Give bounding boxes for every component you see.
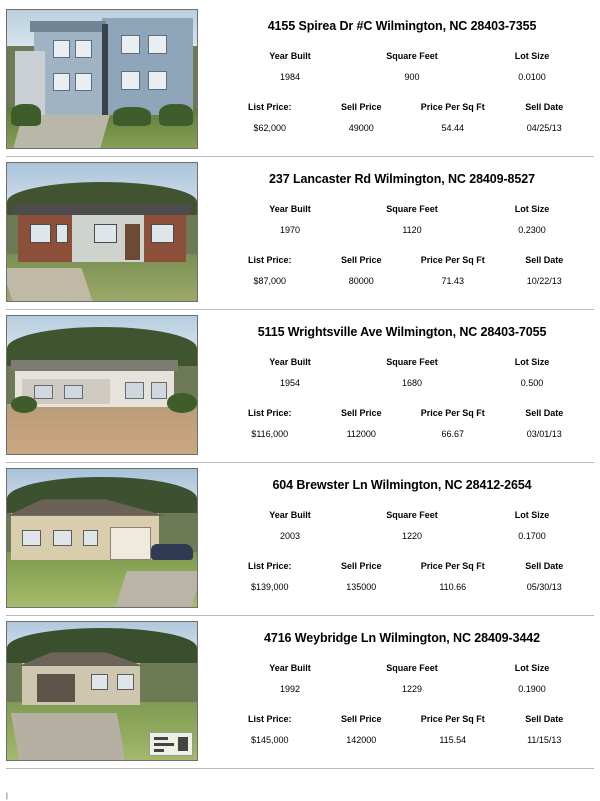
sell-date-label: Sell Date [525, 102, 564, 112]
listing-row [6, 4, 594, 157]
listing-details [198, 621, 594, 745]
stats-row-price [214, 714, 590, 745]
lot-size-label: Lot Size [514, 663, 550, 673]
lot-size-value: 0.2300 [518, 225, 546, 235]
lot-size-cell [470, 51, 590, 82]
year-built-cell [214, 663, 348, 694]
square-feet-value: 1220 [401, 531, 423, 541]
sell-price-label: Sell Price [340, 255, 382, 265]
listing-details [198, 162, 594, 286]
property-photo-brick-ranch [6, 162, 198, 302]
year-built-cell [214, 51, 348, 82]
property-address: 237 Lancaster Rd Wilmington, NC 28409-8527 [269, 172, 535, 186]
property-photo-white-ranch [6, 315, 198, 455]
sell-date-cell [499, 102, 591, 133]
lot-size-label: Lot Size [514, 51, 550, 61]
stats-row-primary [214, 51, 590, 82]
list-price-label: List Price: [247, 102, 292, 112]
sell-price-label: Sell Price [340, 714, 382, 724]
sell-date-cell [499, 714, 591, 745]
lot-size-cell [470, 663, 590, 694]
price-per-sqft-label: Price Per Sq Ft [420, 408, 485, 418]
year-built-label: Year Built [269, 510, 311, 520]
sell-date-value: 05/30/13 [526, 582, 562, 592]
lot-size-cell [470, 204, 590, 235]
sell-date-label: Sell Date [525, 408, 564, 418]
price-per-sqft-value: 110.66 [439, 582, 467, 592]
stats-row-primary [214, 663, 590, 694]
stats-row-primary [214, 510, 590, 541]
square-feet-value: 1229 [401, 684, 423, 694]
sell-date-label: Sell Date [525, 561, 564, 571]
price-per-sqft-cell [407, 561, 499, 592]
list-price-cell [214, 408, 316, 439]
year-built-value: 2003 [279, 531, 301, 541]
sell-price-cell [316, 102, 408, 133]
year-built-label: Year Built [269, 204, 311, 214]
square-feet-label: Square Feet [386, 357, 438, 367]
square-feet-label: Square Feet [386, 663, 438, 673]
sell-price-value: 142000 [346, 735, 377, 745]
property-address: 4716 Weybridge Ln Wilmington, NC 28409-3442 [264, 631, 540, 645]
listing-details [198, 9, 594, 133]
sell-price-label: Sell Price [340, 561, 382, 571]
sell-date-value: 10/22/13 [526, 276, 562, 286]
list-price-cell [214, 255, 316, 286]
list-price-value: $116,000 [251, 429, 289, 439]
sell-date-label: Sell Date [525, 255, 564, 265]
price-per-sqft-cell [407, 255, 499, 286]
photo-watermark [149, 732, 193, 756]
price-per-sqft-value: 71.43 [441, 276, 465, 286]
lot-size-label: Lot Size [514, 510, 550, 520]
square-feet-value: 1120 [402, 225, 422, 235]
sell-price-label: Sell Price [340, 408, 382, 418]
price-per-sqft-value: 54.44 [441, 123, 465, 133]
stats-row-primary [214, 357, 590, 388]
price-per-sqft-label: Price Per Sq Ft [420, 102, 485, 112]
square-feet-label: Square Feet [386, 510, 438, 520]
price-per-sqft-label: Price Per Sq Ft [420, 714, 485, 724]
price-per-sqft-cell [407, 714, 499, 745]
price-per-sqft-cell [407, 408, 499, 439]
square-feet-value: 1680 [401, 378, 423, 388]
property-photo-house-driveway [6, 621, 198, 761]
page-footer-mark: | [6, 793, 8, 800]
year-built-cell [214, 510, 348, 541]
year-built-label: Year Built [269, 663, 311, 673]
lot-size-cell [470, 510, 590, 541]
sell-price-value: 135000 [346, 582, 377, 592]
list-price-cell [214, 561, 316, 592]
year-built-value: 1970 [279, 225, 301, 235]
lot-size-label: Lot Size [514, 357, 550, 367]
listing-row [6, 463, 594, 616]
price-per-sqft-value: 115.54 [439, 735, 467, 745]
sell-price-value: 112000 [346, 429, 376, 439]
list-price-label: List Price: [247, 255, 292, 265]
lot-size-label: Lot Size [514, 204, 550, 214]
square-feet-value: 900 [404, 72, 420, 82]
year-built-label: Year Built [269, 357, 311, 367]
sell-price-label: Sell Price [340, 102, 382, 112]
price-per-sqft-label: Price Per Sq Ft [420, 255, 485, 265]
year-built-value: 1992 [279, 684, 301, 694]
sell-price-cell [316, 255, 408, 286]
property-address: 4155 Spirea Dr #C Wilmington, NC 28403-7355 [267, 19, 537, 33]
listing-details [198, 315, 594, 439]
list-price-value: $139,000 [250, 582, 289, 592]
lot-size-value: 0.500 [520, 378, 544, 388]
lot-size-value: 0.0100 [518, 72, 546, 82]
square-feet-cell [348, 663, 470, 694]
stats-row-primary [214, 204, 590, 235]
sell-price-cell [316, 714, 408, 745]
sell-date-cell [499, 561, 591, 592]
price-per-sqft-cell [407, 102, 499, 133]
year-built-value: 1984 [279, 72, 301, 82]
square-feet-cell [348, 357, 470, 388]
list-price-cell [214, 714, 316, 745]
listing-row [6, 157, 594, 310]
sell-date-cell [499, 255, 591, 286]
sell-date-value: 03/01/13 [526, 429, 562, 439]
sell-price-cell [316, 561, 408, 592]
price-per-sqft-label: Price Per Sq Ft [420, 561, 485, 571]
stats-row-price [214, 561, 590, 592]
sell-date-cell [499, 408, 591, 439]
stats-row-price [214, 102, 590, 133]
square-feet-label: Square Feet [386, 51, 438, 61]
sell-price-value: 80000 [348, 276, 374, 286]
property-address: 604 Brewster Ln Wilmington, NC 28412-2654 [272, 478, 532, 492]
list-price-label: List Price: [247, 714, 292, 724]
stats-row-price [214, 408, 590, 439]
year-built-cell [214, 204, 348, 235]
square-feet-label: Square Feet [386, 204, 438, 214]
list-price-value: $87,000 [253, 276, 287, 286]
sell-date-value: 11/15/13 [527, 735, 562, 745]
listing-details [198, 468, 594, 592]
listing-row [6, 616, 594, 769]
list-price-label: List Price: [247, 561, 292, 571]
sell-date-label: Sell Date [525, 714, 564, 724]
stats-row-price [214, 255, 590, 286]
list-price-label: List Price: [247, 408, 292, 418]
sell-date-value: 04/25/13 [526, 123, 562, 133]
lot-size-value: 0.1900 [518, 684, 546, 694]
year-built-cell [214, 357, 348, 388]
lot-size-cell [470, 357, 590, 388]
square-feet-cell [348, 51, 470, 82]
lot-size-value: 0.1700 [518, 531, 546, 541]
listing-row [6, 310, 594, 463]
property-photo-tan-house-garage [6, 468, 198, 608]
list-price-value: $62,000 [253, 123, 287, 133]
property-photo-blue-apartment [6, 9, 198, 149]
property-address: 5115 Wrightsville Ave Wilmington, NC 28403-7055 [257, 325, 547, 339]
sell-price-cell [316, 408, 408, 439]
list-price-value: $145,000 [250, 735, 289, 745]
year-built-value: 1954 [279, 378, 301, 388]
square-feet-cell [348, 510, 470, 541]
sell-price-value: 49000 [348, 123, 374, 133]
price-per-sqft-value: 66.67 [441, 429, 465, 439]
year-built-label: Year Built [269, 51, 311, 61]
square-feet-cell [348, 204, 470, 235]
list-price-cell [214, 102, 316, 133]
